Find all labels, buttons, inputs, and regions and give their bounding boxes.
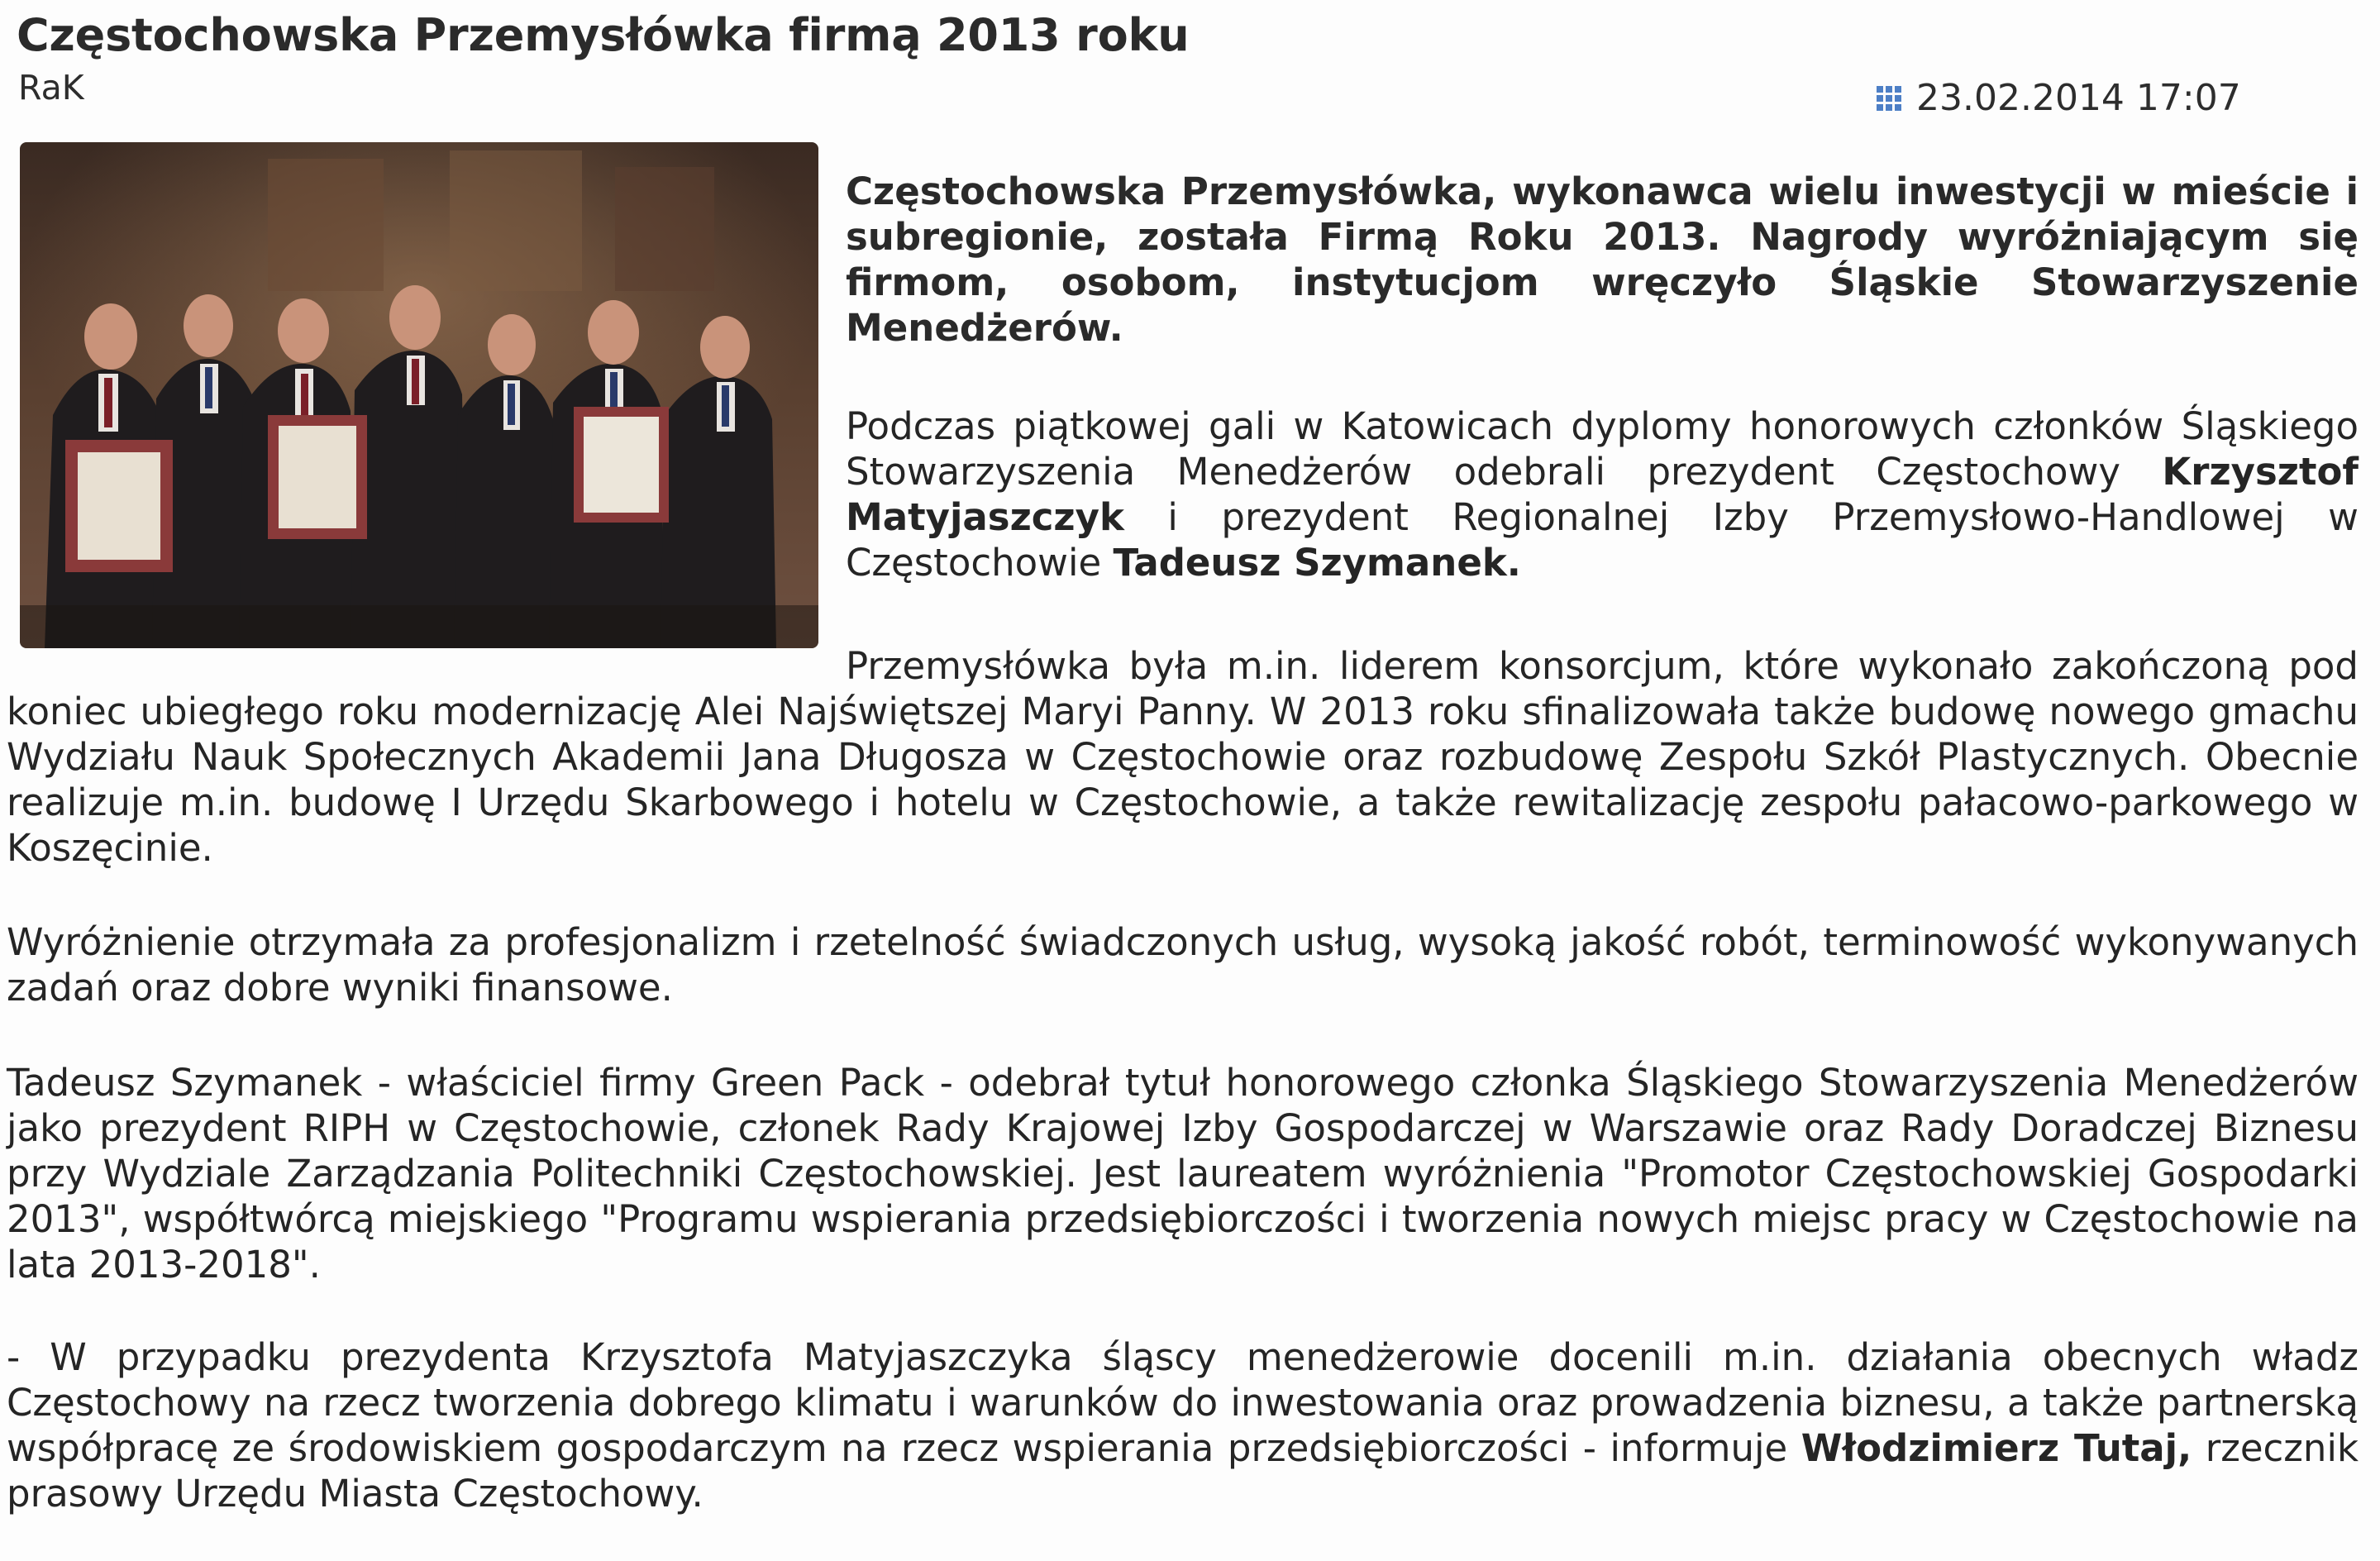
person-name: Tadeusz Szymanek.: [1113, 541, 1521, 585]
paragraph-text: rzecznik prasowy Urzędu Miasta Częstochowy.: [7, 1426, 2359, 1516]
person-name: Włodzimierz Tutaj,: [1801, 1426, 2192, 1470]
group-photo: [20, 142, 818, 648]
article-paragraph: Wyróżnienie otrzymała za profesjonalizm i rzetelność świadczonych usług, wysoką jakość robót, terminowość wykonywanych zadań oraz dobre wyniki finansowe.: [7, 920, 2359, 1010]
article-paragraph: Tadeusz Szymanek - właściciel firmy Green Pack - odebrał tytuł honorowego członka Śląskiego Stowarzyszenia Menedżerów jako prezydent RIPH w Częstochowie, członek Rady Krajowej Izby Gospodarczej w Warszawie oraz Rady Doradczej Biznesu przy Wydziale Zarządzania Politechniki Częstochowskiej. Jest laureatem wyróżnienia "Promotor Częstochowskiej Gospodarki 2013", współtwórcą miejskiego "Programu wspierania przedsiębiorczości i tworzenia nowych miejsc pracy w Częstochowie na lata 2013-2018".: [7, 1061, 2359, 1287]
article-lead: Częstochowska Przemysłówka, wykonawca wielu inwestycji w mieście i subregionie, została Firmą Roku 2013. Nagrody wyróżniającym się firmom, osobom, instytucjom wręczyło Śląskie Stowarzyszenie Menedżerów.: [846, 169, 2359, 350]
grid-icon: [1877, 86, 1901, 111]
article-dateline: [1877, 74, 2241, 122]
article-title: Częstochowska Przemysłówka firmą 2013 roku: [17, 9, 1190, 61]
article-paragraph: [7, 1334, 2359, 1516]
article-author: RaK: [18, 68, 84, 107]
article-date: 23.02.2014 17:07: [1916, 77, 2241, 119]
paragraph-text: Podczas piątkowej gali w Katowicach dyplomy honorowych członków Śląskiego Stowarzyszenia Menedżerów odebrali prezydent Częstochowy: [846, 404, 2359, 494]
article-paragraph: Przemysłówka była m.in. liderem konsorcjum, które wykonało zakończoną pod koniec ubiegłego roku modernizację Alei Najświętszej Maryi Panny. W 2013 roku sfinalizowała także budowę nowego gmachu Wydziału Nauk Społecznych Akademii Jana Długosza w Częstochowie oraz rozbudowę Zespołu Szkół Plastycznych. Obecnie realizuje m.in. budowę I Urzędu Skarbowego i hotelu w Częstochowie, a także rewitalizację zespołu pałacowo-parkowego w Koszęcinie.: [7, 644, 2359, 870]
article-paragraph: [846, 403, 2359, 585]
person-name: Krzysztof Matyjaszczyk: [846, 450, 2359, 539]
paragraph-text: - W przypadku prezydenta Krzysztofa Matyjaszczyka śląscy menedżerowie docenili m.in. działania obecnych władz Częstochowy na rzecz tworzenia dobrego klimatu i warunków do inwestowania oraz prowadzenia biznesu, a także partnerską współpracę ze środowiskiem gospodarczym na rzecz wspierania przedsiębiorczości - informuje: [7, 1335, 2359, 1470]
article-photo: [20, 142, 818, 648]
paragraph-text: i prezydent Regionalnej Izby Przemysłowo-Handlowej w Częstochowie: [846, 495, 2359, 585]
